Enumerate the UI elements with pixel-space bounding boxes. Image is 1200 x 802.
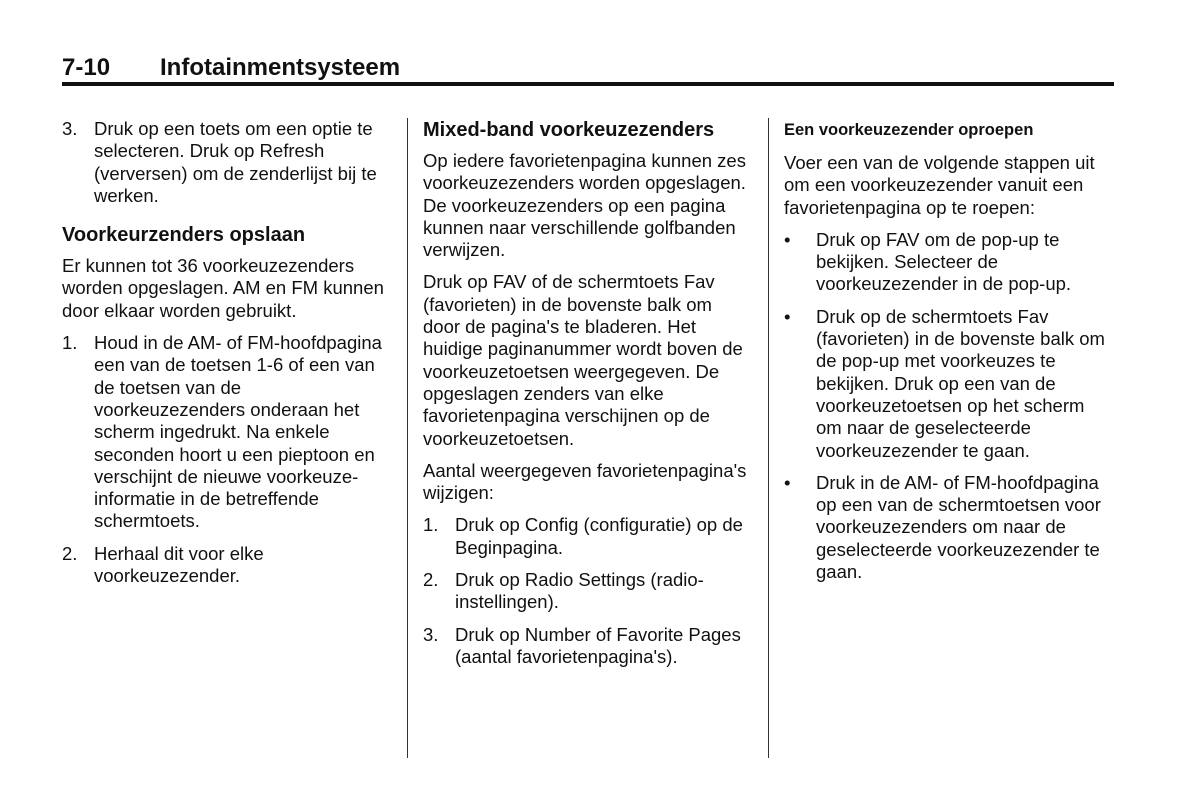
bullet-item	[784, 472, 1114, 583]
list-item-text: Druk op Config (configuratie) op de Beginpagina.	[455, 514, 743, 558]
column-middle	[423, 118, 753, 678]
list-marker: 1.	[62, 332, 78, 354]
bullet-item-text: Druk in de AM- of FM-hoofdpagina op een van de schermtoetsen voor voorkeuzezenders om naar de geselecteerde voorkeuzezender te gaan.	[816, 471, 1101, 583]
bullet-marker: •	[784, 305, 791, 327]
list-marker: 2.	[423, 569, 439, 591]
list-item-text: Druk op een toets om een optie te selecteren. Druk op Refresh (verversen) om de zenderlijst bij te werken.	[94, 118, 377, 206]
bullet-marker: •	[784, 471, 791, 493]
bullet-item-text: Druk op de schermtoets Fav (favorieten) in de bovenste balk om de pop-up met voorkeuzes te bekijken. Druk op een van de voorkeuzetoetsen op het scherm om naar de geselecteerde voorkeuzezender te gaan.	[816, 305, 1105, 461]
column-divider-left	[407, 118, 408, 758]
list-marker: 1.	[423, 514, 439, 536]
section-title: Infotainmentsysteem	[160, 54, 401, 81]
list-item-text: Druk op Radio Settings (radio-instellingen).	[455, 569, 704, 613]
list-marker: 3.	[423, 623, 439, 645]
section-heading: Mixed-band voorkeuzezenders	[423, 119, 715, 141]
bullet-item	[784, 229, 1114, 296]
list-item	[423, 514, 753, 559]
list-marker: 3.	[62, 118, 78, 139]
paragraph: Aantal weergegeven favorietenpagina's wijzigen:	[423, 459, 747, 504]
paragraph: Druk op FAV of de schermtoets Fav (favorieten) in de bovenste balk om door de pagina's te bladeren. Het huidige paginanummer wordt boven de voorkeuzetoetsen weergegeven. De opgeslagen zenders van elke favorietenpagina verschijnen op de voorkeuzetoetsen.	[423, 271, 743, 449]
section-heading: Voorkeurzenders opslaan	[62, 224, 306, 247]
bullet-item	[784, 306, 1114, 462]
page-header	[62, 54, 1114, 86]
bullet-marker: •	[784, 228, 791, 250]
list-item	[62, 543, 392, 588]
column-divider-right	[768, 118, 769, 758]
list-item	[62, 332, 392, 533]
bullet-item-text: Druk op FAV om de pop-up te bekijken. Selecteer de voorkeuzezender in de pop-up.	[816, 228, 1072, 295]
list-item	[62, 118, 392, 207]
list-item-text: Houd in de AM- of FM-hoofdpagina een van de toetsen 1-6 of een van de toetsen van de voorkeuzezenders onderaan het scherm ingedrukt. Na enkele seconden hoort u een pieptoon en verschijnt de nieuwe voorkeuze-informatie in de betreffende schermtoets.	[94, 332, 382, 532]
list-marker: 2.	[62, 542, 78, 564]
list-item-text: Herhaal dit voor elke voorkeuzezender.	[94, 542, 264, 587]
list-item	[423, 624, 753, 669]
list-item-text: Druk op Number of Favorite Pages (aantal favorietenpagina's).	[455, 623, 741, 667]
column-left	[62, 118, 392, 597]
list-item	[423, 569, 753, 614]
page-number: 7-10	[62, 54, 111, 81]
paragraph: Op iedere favorietenpagina kunnen zes voorkeuzezenders worden opgeslagen. De voorkeuzezenders op een pagina kunnen naar verschillende golfbanden verwijzen.	[423, 150, 746, 261]
subheading: Een voorkeuzezender oproepen	[784, 121, 1034, 139]
column-right	[784, 118, 1114, 593]
paragraph: Er kunnen tot 36 voorkeuzezenders worden opgeslagen. AM en FM kunnen door elkaar worden gebruikt.	[62, 255, 384, 321]
paragraph: Voer een van de volgende stappen uit om een voorkeuzezender vanuit een favorietenpagina op te roepen:	[784, 152, 1095, 218]
